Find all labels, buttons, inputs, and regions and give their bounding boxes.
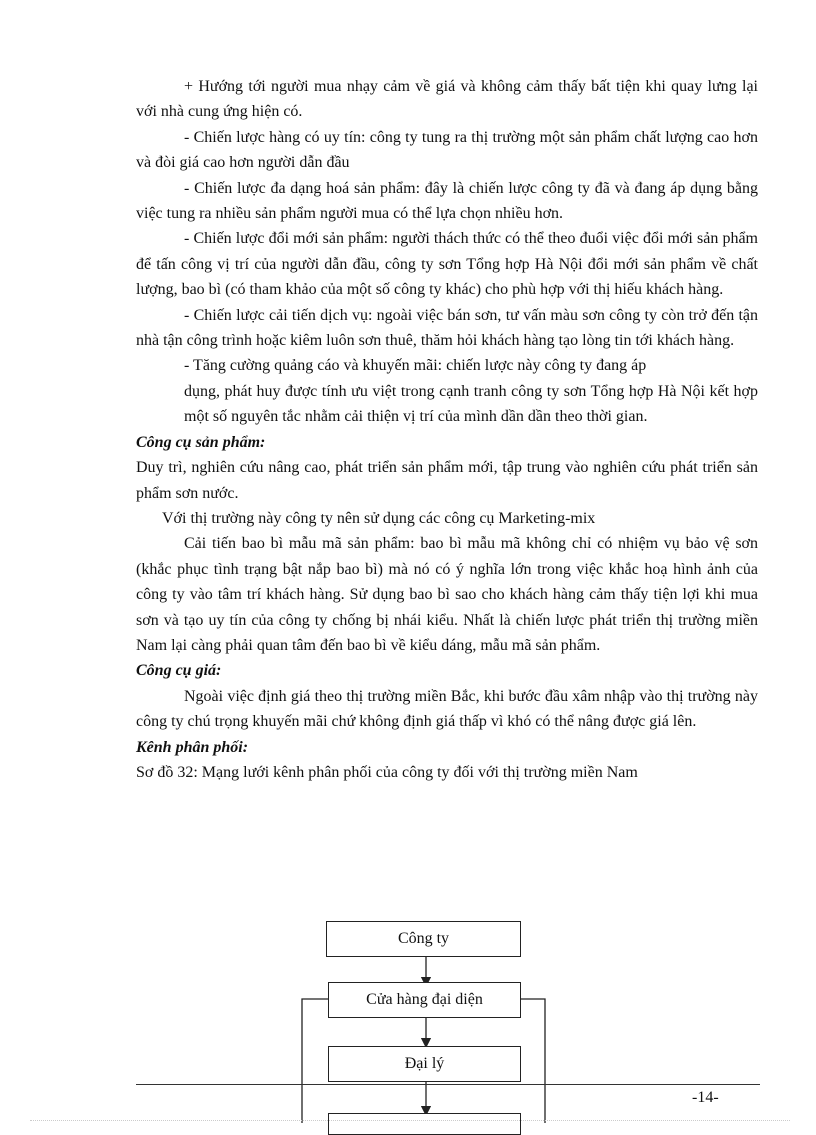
- paragraph: - Chiến lược hàng có uy tín: công ty tung ra thị trường một sản phẩm chất lượng cao hơn và đòi giá cao hơn người dẫn đầu: [136, 128, 758, 172]
- page-edge-divider: [30, 1120, 790, 1121]
- node-representative-store: Cửa hàng đại diện: [328, 982, 521, 1018]
- section-heading: Công cụ sản phẩm:: [136, 433, 266, 451]
- paragraph: + Hướng tới người mua nhạy cảm về giá và không cảm thấy bất tiện khi quay lưng lại với nhà cung ứng hiện có.: [136, 78, 758, 121]
- paragraph: - Chiến lược đa dạng hoá sản phẩm: đây là chiến lược công ty đã và đang áp dụng bằng việc tung ra nhiều sản phẩm người mua có thể lựa chọn nhiều hơn.: [136, 179, 758, 223]
- node-next-level: [328, 1113, 521, 1135]
- paragraph: - Chiến lược đổi mới sản phẩm: người thách thức có thể theo đuổi việc đổi mới sản phẩm để tấn công vị trí của người dẫn đầu, công ty sơn Tổng hợp Hà Nội đổi mới sản phẩm về chất lượng, bao bì (có tham khảo của một số công ty khác) cho phù hợp với thị hiếu khách hàng.: [136, 230, 758, 299]
- node-agent: Đại lý: [328, 1046, 521, 1082]
- footer-rule: [136, 1084, 760, 1085]
- paragraph: - Tăng cường quảng cáo và khuyến mãi: chiến lược này công ty đang áp: [184, 357, 647, 375]
- paragraph: Duy trì, nghiên cứu nâng cao, phát triển sản phẩm mới, tập trung vào nghiên cứu phát triển sản phẩm sơn nước.: [136, 459, 758, 502]
- page-number: -14-: [692, 1089, 719, 1106]
- paragraph: Cải tiến bao bì mẫu mã sản phẩm: bao bì mẫu mã không chỉ có nhiệm vụ bảo vệ sơn (khắc phục tình trạng bật nắp bao bì) mà nó có ý nghĩa lớn trong việc khắc hoạ hình ảnh của công ty vào tâm trí khách hàng. Sử dụng bao bì sao cho khách hàng cảm thấy tiện lợi khi mua sơn và tạo uy tín của công ty chống bị nhái kiểu. Nhất là chiến lược phát triển thị trường miền Nam lại càng phải quan tâm đến bao bì về kiểu dáng, mẫu mã sản phẩm.: [136, 535, 758, 654]
- branch-line-right: [521, 999, 545, 1123]
- paragraph: Ngoài việc định giá theo thị trường miền Bắc, khi bước đầu xâm nhập vào thị trường này công ty chú trọng khuyến mãi chứ không định giá thấp vì khó có thể nâng được giá lên.: [136, 687, 758, 731]
- diagram-caption: Sơ đồ 32: Mạng lưới kênh phân phối của công ty đối với thị trường miền Nam: [136, 763, 638, 781]
- paragraph: Với thị trường này công ty nên sử dụng các công cụ Marketing-mix: [162, 509, 596, 527]
- paragraph: - Chiến lược cải tiến dịch vụ: ngoài việc bán sơn, tư vấn màu sơn công ty còn trở đến tận nhà tận công trình hoặc kiêm luôn sơn thuê, thăm hỏi khách hàng tạo lòng tin tới khách hàng.: [136, 306, 758, 350]
- section-heading: Kênh phân phối:: [136, 738, 249, 756]
- node-company: Công ty: [326, 921, 521, 957]
- paragraph: dụng, phát huy được tính ưu việt trong cạnh tranh công ty sơn Tổng hợp Hà Nội kết hợp một số nguyên tắc nhằm cải thiện vị trí của mình dần dần theo thời gian.: [184, 382, 758, 426]
- branch-line-left: [302, 999, 328, 1123]
- section-heading: Công cụ giá:: [136, 662, 222, 680]
